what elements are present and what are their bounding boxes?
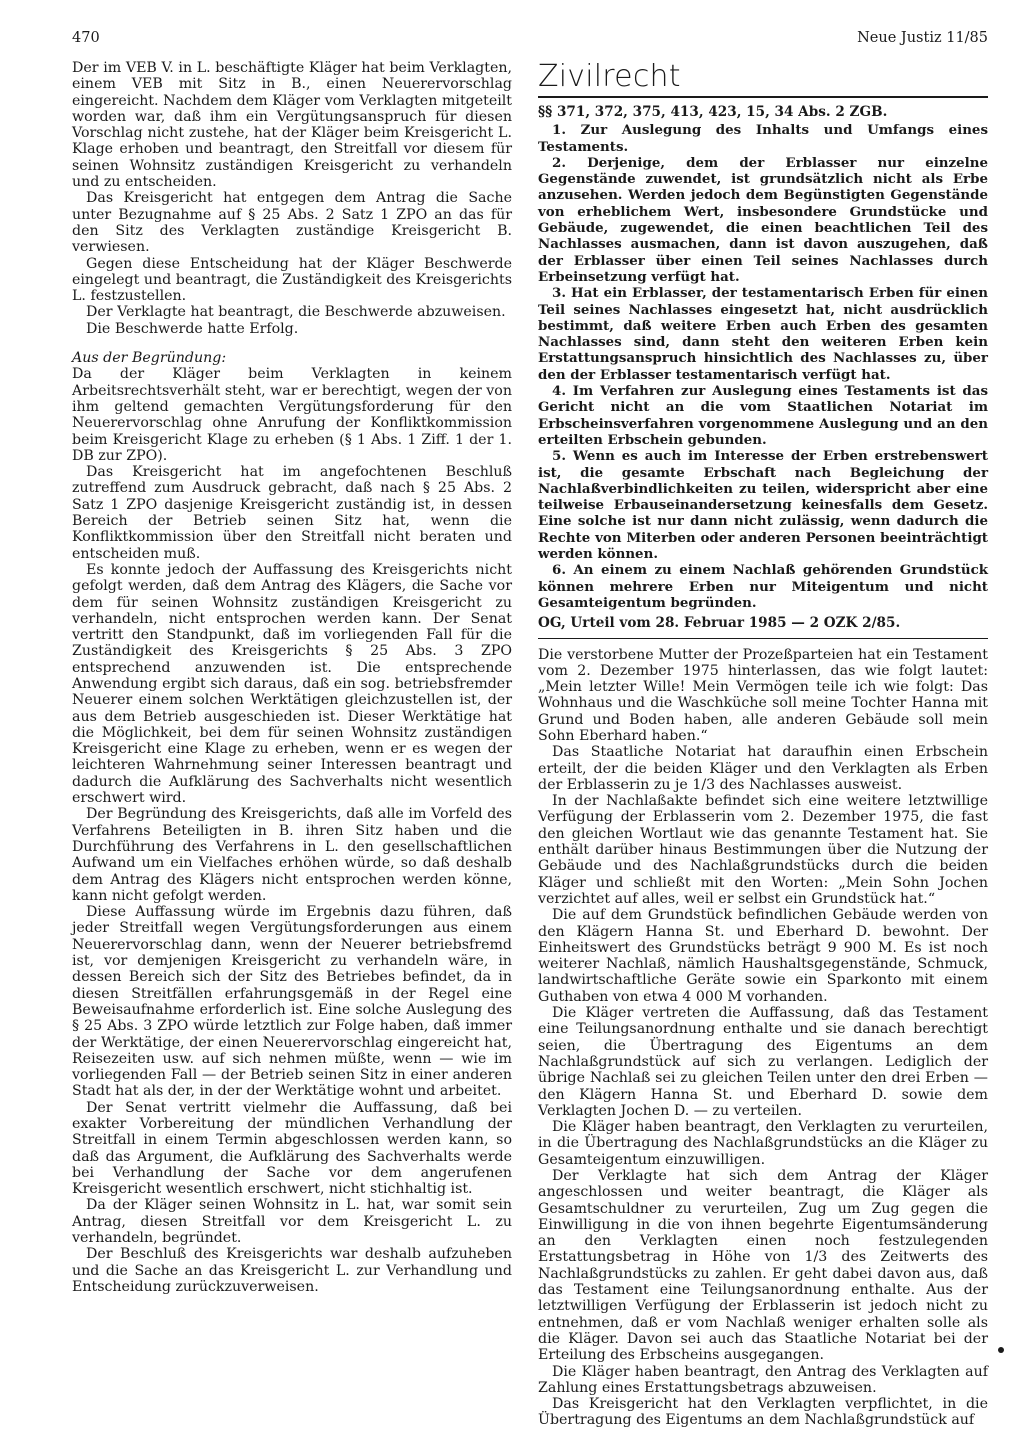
journal-issue: Neue Justiz 11/85: [857, 30, 988, 46]
left-column: [72, 60, 512, 1295]
case-paragraph: Der Verklagte hat beantragt, die Beschwerde abzuweisen.: [86, 304, 506, 321]
right-column: [538, 60, 988, 1429]
case-paragraph: Das Kreisgericht hat entgegen dem Antrag die Sache unter Bezugnahme auf § 25 Abs. 2 Satz 1 ZPO an das für den Sitz des Verklagten zuständige Kreisgericht B. verwiesen.: [72, 190, 512, 256]
facts-paragraph: Die Kläger vertreten die Auffassung, daß das Testament eine Teilungsanordnung enthalte und sie danach berechtigt seien, die Übertragung des Eigentums an dem Nachlaßgrundstück auf sich zu verlangen. Lediglich der übrige Nachlaß sei zu gleichen Teilen unter den drei Erben — den Klägern Hanna St. und Eberhard D. sowie dem Verklagten Jochen D. — zu verteilen.: [538, 1005, 988, 1119]
section-title: Zivilrecht: [538, 59, 681, 94]
case-paragraph: Gegen diese Entscheidung hat der Kläger Beschwerde eingelegt und beantragt, die Zuständigkeit des Kreisgerichts L. festzustellen.: [72, 255, 512, 305]
reasons-paragraph: Der Senat vertritt vielmehr die Auffassung, daß bei exakter Vorbereitung der mündlichen Verhandlung der Streitfall in einem Termin abgeschlossen werden kann, so daß das Argument, die Aufklärung des Sachverhalts werde bei Verhandlung der Sache vor dem angerufenen Kreisgericht wesentlich erschwert, nicht stichhaltig ist.: [72, 1099, 512, 1198]
case-paragraph: Die Beschwerde hatte Erfolg.: [86, 320, 299, 337]
headnote: 3. Hat ein Erblasser, der testamentarisch Erben für einen Teil seines Nachlasses eingesetzt hat, nicht ausdrücklich bestimmt, daß weitere Erben auch Erben des gesamten Nachlasses sind, dann steht den weiteren Erben kein Erstattungsanspruch hinsichtlich des Nachlasses zu, über den der Erblasser testamentarisch verfügt hat.: [538, 285, 988, 383]
facts-paragraph: Die auf dem Grundstück befindlichen Gebäude werden von den Klägern Hanna St. und Eberhard D. bewohnt. Der Einheitswert des Grundstücks beträgt 9 900 M. Es ist noch weiterer Nachlaß, nämlich Haushaltsgegenstände, Schmuck, landwirtschaftliche Geräte sowie ein Sparkonto mit einem Guthaben von etwa 4 000 M vorhanden.: [538, 907, 988, 1005]
facts-paragraph: In der Nachlaßakte befindet sich eine weitere letztwillige Verfügung der Erblasserin vom 2. Dezember 1975, die fast den gleichen Wortlaut wie das genannte Testament hat. Sie enthält darüber hinaus Bestimmungen über die Nutzung der Gebäude und des Nachlaßgrundstücks durch die beiden Kläger und schließt mit den Worten: „Mein Sohn Jochen verzichtet auf alles, weil er selbst ein Grundstück hat.“: [538, 793, 988, 907]
headnote: 5. Wenn es auch im Interesse der Erben erstrebenswert ist, die gesamte Erbschaft nach Begleichung der Nachlaßverbindlichkeiten zu teilen, widerspricht aber eine teilweise Erbauseinandersetzung keinesfalls dem Gesetz. Eine solche ist nur dann nicht zulässig, wenn dadurch die Rechte von Miterben oder anderen Personen beeinträchtigt werden können.: [538, 448, 988, 563]
headnote: 6. An einem zu einem Nachlaß gehörenden Grundstück können mehrere Erben nur Miteigentum und nicht Gesamteigentum begründen.: [538, 562, 988, 611]
facts-paragraph: Das Staatliche Notariat hat daraufhin einen Erbschein erteilt, der die beiden Kläger und den Verklagten als Erben der Erblasserin zu je 1/3 des Nachlasses ausweist.: [538, 744, 988, 793]
reasons-paragraph: Da der Kläger seinen Wohnsitz in L. hat, war somit sein Antrag, diesen Streitfall vor dem Kreisgericht L. zu verhandeln, begründet.: [72, 1197, 512, 1247]
facts-paragraph: Die Kläger haben beantragt, den Antrag des Verklagten auf Zahlung eines Erstattungsbetrags abzuweisen.: [538, 1363, 988, 1396]
reasons-paragraph: Da der Kläger beim Verklagten in keinem Arbeitsrechtsverhält steht, war er berechtigt, wegen der von ihm geltend gemachten Vergütungsforderung für den Neuerervorschlag ohne Anrufung der Konfliktkommission beim Kreisgericht Klage zu erheben (§ 1 Abs. 1 Ziff. 1 der 1. DB zur ZPO).: [72, 366, 512, 464]
reasons-paragraph: Der Begründung des Kreisgerichts, daß alle im Vorfeld des Verfahrens Beteiligten in B. ihren Sitz haben und die Durchführung des Verfahrens in L. den gesellschaftlichen Aufwand um ein Vielfaches erhöhen würde, so daß deshalb dem Antrag des Klägers nicht entsprochen werden könne, kann nicht gefolgt werden.: [72, 806, 512, 904]
reasons-heading: Aus der Begründung:: [72, 350, 227, 367]
reasons-paragraph: Es konnte jedoch der Auffassung des Kreisgerichts nicht gefolgt werden, daß dem Antrag des Klägers, die Sache vor dem für seinen Wohnsitz zuständigen Kreisgericht zu verhandeln, nicht entsprochen werden kann. Der Senat vertritt den Standpunkt, daß im vorliegenden Fall für die Zuständigkeit des Kreisgerichts § 25 Abs. 3 ZPO entsprechend anzuwenden ist. Die entsprechende Anwendung ergibt sich daraus, daß ein sog. betriebsfremder Neuerer einem solchen Werktätigen gleichzustellen ist, der aus dem Betrieb ausgeschieden ist. Dieser Werktätige hat die Möglichkeit, bei dem für seinen Wohnsitz zuständigen Kreisgericht eine Klage zu erheben, wenn er es wegen der leichteren Wahrnehmung seiner Interessen beantragt und dadurch die Aufklärung des Sachverhalts nicht wesentlich erschwert wird.: [72, 561, 512, 807]
reasons-paragraph: Das Kreisgericht hat im angefochtenen Beschluß zutreffend zum Ausdruck gebracht, daß nach § 25 Abs. 2 Satz 1 ZPO dasjenige Kreisgericht zuständig ist, in dessen Bereich der Betrieb seinen Sitz hat, wenn die Konfliktkommission über den Streitfall nicht beraten und entscheiden muß.: [72, 464, 512, 562]
reasons-paragraph: Der Beschluß des Kreisgerichts war deshalb aufzuheben und die Sache an das Kreisgericht L. zur Verhandlung und Entscheidung zurückzuverweisen.: [72, 1246, 512, 1295]
verdict-citation: OG, Urteil vom 28. Februar 1985 — 2 OZK 2/85.: [538, 615, 901, 632]
headnote: 4. Im Verfahren zur Auslegung eines Testaments ist das Gericht nicht an die vom Staatlichen Notariat im Erbscheinsverfahren vorgenommene Auslegung und an den erteilten Erbschein gebunden.: [538, 383, 988, 448]
verdict-rule: [538, 638, 988, 639]
facts-paragraph: Der Verklagte hat sich dem Antrag der Kläger angeschlossen und weiter beantragt, die Kläger als Gesamtschuldner zu verurteilen, Zug um Zug gegen die Einwilligung in die von ihnen begehrte Eigentumsänderung an den Verklagten einen noch festzulegenden Erstattungsbetrag in Höhe von 1/3 des Zeitwerts des Nachlaßgrundstücks zu zahlen. Er geht dabei davon aus, daß das Testament eine Teilungsanordnung enthalte. Aus der letztwilligen Verfügung der Erblasserin ist jedoch nicht zu entnehmen, daß er vom Nachlaß weniger erhalten solle als die Kläger. Davon sei auch das Staatliche Notariat bei der Erteilung des Erbscheins ausgegangen.: [538, 1168, 988, 1364]
facts-paragraph: Das Kreisgericht hat den Verklagten verpflichtet, in die Übertragung des Eigentums an dem Nachlaßgrundstück auf: [538, 1396, 988, 1429]
page-header: [72, 30, 988, 52]
headnote: 1. Zur Auslegung des Inhalts und Umfangs eines Testaments.: [538, 122, 988, 155]
facts-paragraph: Die verstorbene Mutter der Prozeßparteien hat ein Testament vom 2. Dezember 1975 hinterlassen, das wie folgt lautet: „Mein letzter Wille! Mein Vermögen teile ich wie folgt: Das Wohnhaus und die Waschküche soll meine Tochter Hanna mit Grund und Boden haben, alle anderen Gebäude soll mein Sohn Eberhard haben.“: [538, 646, 988, 744]
page-number: 470: [72, 30, 100, 46]
statute-references: §§ 371, 372, 375, 413, 423, 15, 34 Abs. 2 ZGB.: [538, 104, 888, 120]
section-rule: [538, 96, 988, 98]
facts-paragraph: Die Kläger haben beantragt, den Verklagten zu verurteilen, in die Übertragung des Nachlaßgrundstücks an die Kläger zu Gesamteigentum einzuwilligen.: [538, 1119, 988, 1168]
reasons-paragraph: Diese Auffassung würde im Ergebnis dazu führen, daß jeder Streitfall wegen Vergütungsforderungen aus einem Neuerervorschlag dann, wenn der Neuerer betriebsfremd ist, vor demjenigen Kreisgericht zu verhandeln wäre, in dessen Bereich sich der Sitz des Betriebes befindet, da in diesen Streitfällen erfahrungsgemäß in der Regel eine Beweisaufnahme erforderlich ist. Eine solche Auslegung des § 25 Abs. 3 ZPO würde letztlich zur Folge haben, daß immer der Werktätige, der einen Neuerervorschlag eingereicht hat, Reisezeiten usw. auf sich nehmen müßte, wenn — wie im vorliegenden Fall — der Betrieb seinen Sitz in einer anderen Stadt hat als der, in der der Werktätige wohnt und arbeitet.: [72, 904, 512, 1100]
margin-ink-dot: [998, 1347, 1004, 1353]
headnote: 2. Derjenige, dem der Erblasser nur einzelne Gegenstände zuwendet, ist grundsätzlich nicht als Erbe anzusehen. Werden jedoch dem Begünstigten Gegenstände von erheblichem Wert, insbesondere Grundstücke und Gebäude, zugewendet, die einen beachtlichen Teil des Nachlasses ausmachen, dann ist davon auszugehen, daß der Erblasser über einen Teil seines Nachlasses durch Erbeinsetzung verfügt hat.: [538, 154, 988, 285]
case-paragraph: Der im VEB V. in L. beschäftigte Kläger hat beim Verklagten, einem VEB mit Sitz in B., einen Neuerervorschlag eingereicht. Nachdem dem Kläger vom Verklagten mitgeteilt worden war, daß ihm ein Vergütungsanspruch für diesen Vorschlag nicht zustehe, hat der Kläger beim Kreisgericht L. Klage erhoben und beantragt, den Streitfall vor diesem für seinen Wohnsitz zuständigen Kreisgericht zu verhandeln und zu entscheiden.: [72, 60, 512, 191]
